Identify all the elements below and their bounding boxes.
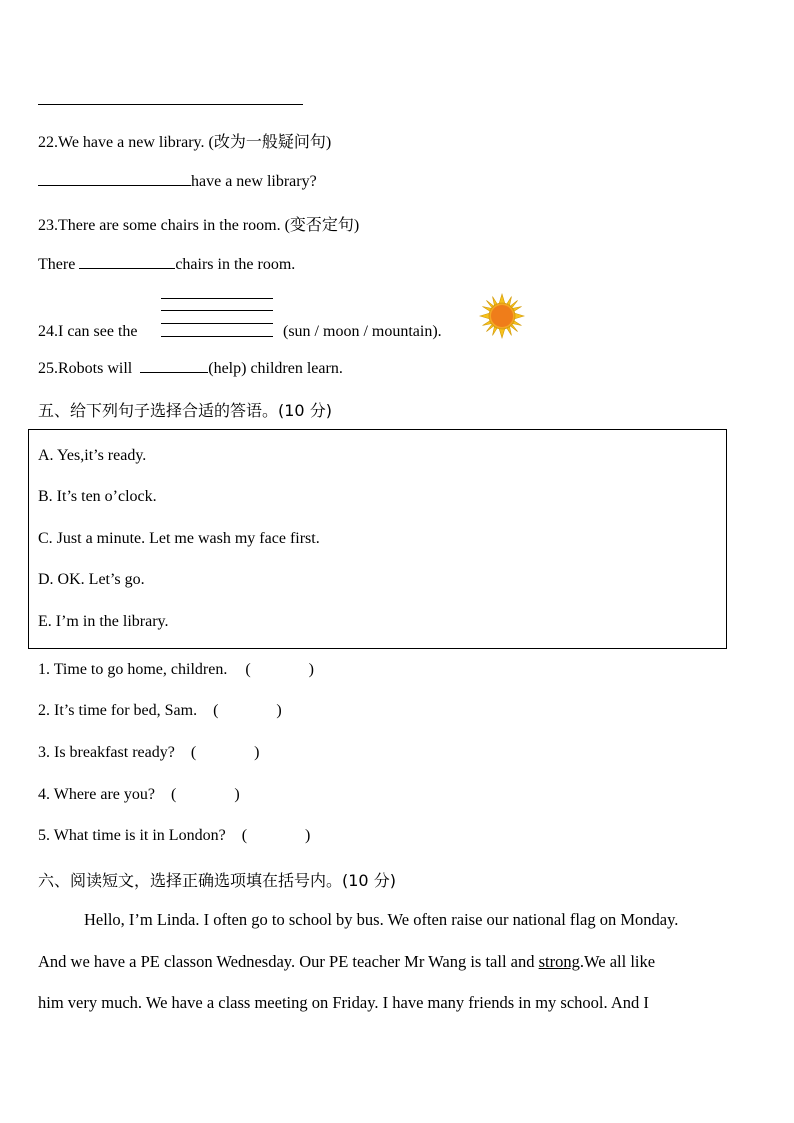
answer-24-line-1[interactable] — [161, 298, 273, 299]
match-question-2-text: 2. It’s time for bed, Sam. — [38, 702, 198, 719]
answer-22-blank[interactable] — [38, 171, 191, 186]
section-6-title: 六、阅读短文，选择正确选项填在括号内。(10 分) — [38, 871, 396, 890]
question-22-text: 22.We have a new library. — [38, 134, 205, 151]
passage-line-2-end: .We all like — [579, 952, 656, 971]
answer-paren-open: ( — [241, 827, 248, 844]
answer-25-blank[interactable] — [140, 358, 208, 373]
question-23 — [38, 212, 359, 235]
question-25 — [38, 358, 343, 378]
answer-23-prefix: There — [38, 256, 76, 273]
answer-22-suffix: have a new library? — [191, 173, 317, 190]
match-question-4-text: 4. Where are you? — [38, 786, 155, 803]
answer-24-line-2[interactable] — [161, 310, 273, 311]
question-23-instruction: (变否定句) — [284, 217, 360, 234]
section-5-title: 五、给下列句子选择合适的答语。(10 分) — [38, 401, 332, 420]
option-c: C. Just a minute. Let me wash my face first. — [38, 530, 320, 547]
passage-line-2-start: And we have a PE classon Wednesday. Our PE teacher Mr Wang is tall and — [38, 952, 539, 971]
answer-paren-close[interactable]: ) — [234, 786, 240, 803]
option-b: B. It’s ten o’clock. — [38, 488, 157, 505]
match-question-3 — [38, 744, 259, 762]
match-question-5-text: 5. What time is it in London? — [38, 827, 226, 844]
match-question-4 — [38, 786, 240, 804]
question-25-prefix: 25.Robots will — [38, 360, 133, 377]
match-question-3-text: 3. Is breakfast ready? — [38, 744, 175, 761]
reading-passage-line-3: him very much. We have a class meeting on Friday. I have many friends in my school. And I — [38, 993, 649, 1012]
answer-paren-close[interactable]: ) — [305, 827, 311, 844]
answer-23-blank[interactable] — [79, 254, 175, 269]
answer-paren-close[interactable]: ) — [308, 661, 314, 678]
answer-24-line-4[interactable] — [161, 336, 273, 337]
sun-icon — [478, 292, 526, 340]
match-question-5 — [38, 827, 310, 845]
option-d: D. OK. Let’s go. — [38, 571, 145, 588]
answer-paren-close[interactable]: ) — [276, 702, 282, 719]
question-23-text: 23.There are some chairs in the room. — [38, 217, 281, 234]
question-24-text: 24.I can see the — [38, 323, 138, 340]
answer-paren-close[interactable]: ) — [254, 744, 260, 761]
question-25-suffix: children learn. — [250, 360, 343, 377]
answer-paren-open: ( — [213, 702, 219, 719]
answer-23 — [38, 254, 295, 274]
underlined-word-strong: strong — [538, 952, 580, 971]
match-question-1 — [38, 661, 314, 679]
question-22 — [38, 129, 331, 152]
answer-paren-open: ( — [190, 744, 197, 761]
reading-passage-line-2 — [38, 952, 655, 972]
question-22-instruction: (改为一般疑问句) — [208, 134, 332, 151]
match-question-1-text: 1. Time to go home, children. — [38, 661, 228, 678]
question-25-hint: (help) — [208, 360, 247, 377]
match-question-2 — [38, 702, 282, 720]
answer-24-line-3[interactable] — [161, 323, 273, 324]
answer-line-21 — [38, 104, 303, 105]
option-a: A. Yes,it’s ready. — [38, 447, 147, 464]
answer-23-suffix: chairs in the room. — [175, 256, 296, 273]
answer-22 — [38, 171, 317, 191]
reading-passage-line-1: Hello, I’m Linda. I often go to school by bus. We often raise our national flag on Monday. — [84, 910, 679, 929]
answer-paren-open: ( — [245, 661, 251, 678]
answer-paren-open: ( — [170, 786, 177, 803]
option-e: E. I’m in the library. — [38, 613, 169, 630]
question-24-options: (sun / moon / mountain). — [283, 323, 442, 340]
